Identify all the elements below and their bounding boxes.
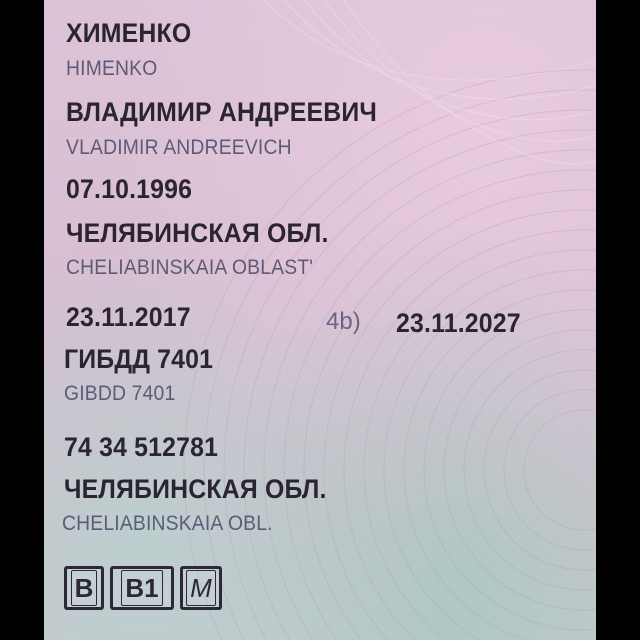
category-m-badge bbox=[180, 566, 222, 610]
license-number: 74 34 512781 bbox=[64, 432, 219, 462]
birth-place-ru: ЧЕЛЯБИНСКАЯ ОБЛ. bbox=[66, 218, 329, 248]
license-categories bbox=[64, 566, 222, 610]
category-m-label: M bbox=[186, 570, 216, 606]
surname-lat: HIMENKO bbox=[66, 57, 158, 80]
issue-date: 23.11.2017 bbox=[66, 302, 191, 332]
license-card bbox=[44, 0, 596, 640]
category-b1-label: B1 bbox=[121, 570, 162, 606]
birth-place-lat: CHELIABINSKAIA OBLAST' bbox=[66, 256, 314, 279]
residence-ru: ЧЕЛЯБИНСКАЯ ОБЛ. bbox=[64, 474, 327, 504]
category-b-badge bbox=[64, 566, 104, 610]
expiry-date: 23.11.2027 bbox=[396, 308, 521, 338]
surname-ru: ХИМЕНКО bbox=[66, 18, 192, 48]
birth-date: 07.10.1996 bbox=[66, 174, 193, 204]
expiry-label: 4b) bbox=[326, 308, 361, 335]
category-b1-badge bbox=[110, 566, 174, 610]
residence-lat: CHELIABINSKAIA OBL. bbox=[62, 512, 273, 535]
authority-ru: ГИБДД 7401 bbox=[64, 344, 214, 374]
category-b-label: B bbox=[71, 570, 98, 606]
given-names-lat: VLADIMIR ANDREEVICH bbox=[66, 136, 292, 159]
given-names-ru: ВЛАДИМИР АНДРЕЕВИЧ bbox=[66, 97, 378, 127]
authority-lat: GIBDD 7401 bbox=[64, 382, 176, 405]
